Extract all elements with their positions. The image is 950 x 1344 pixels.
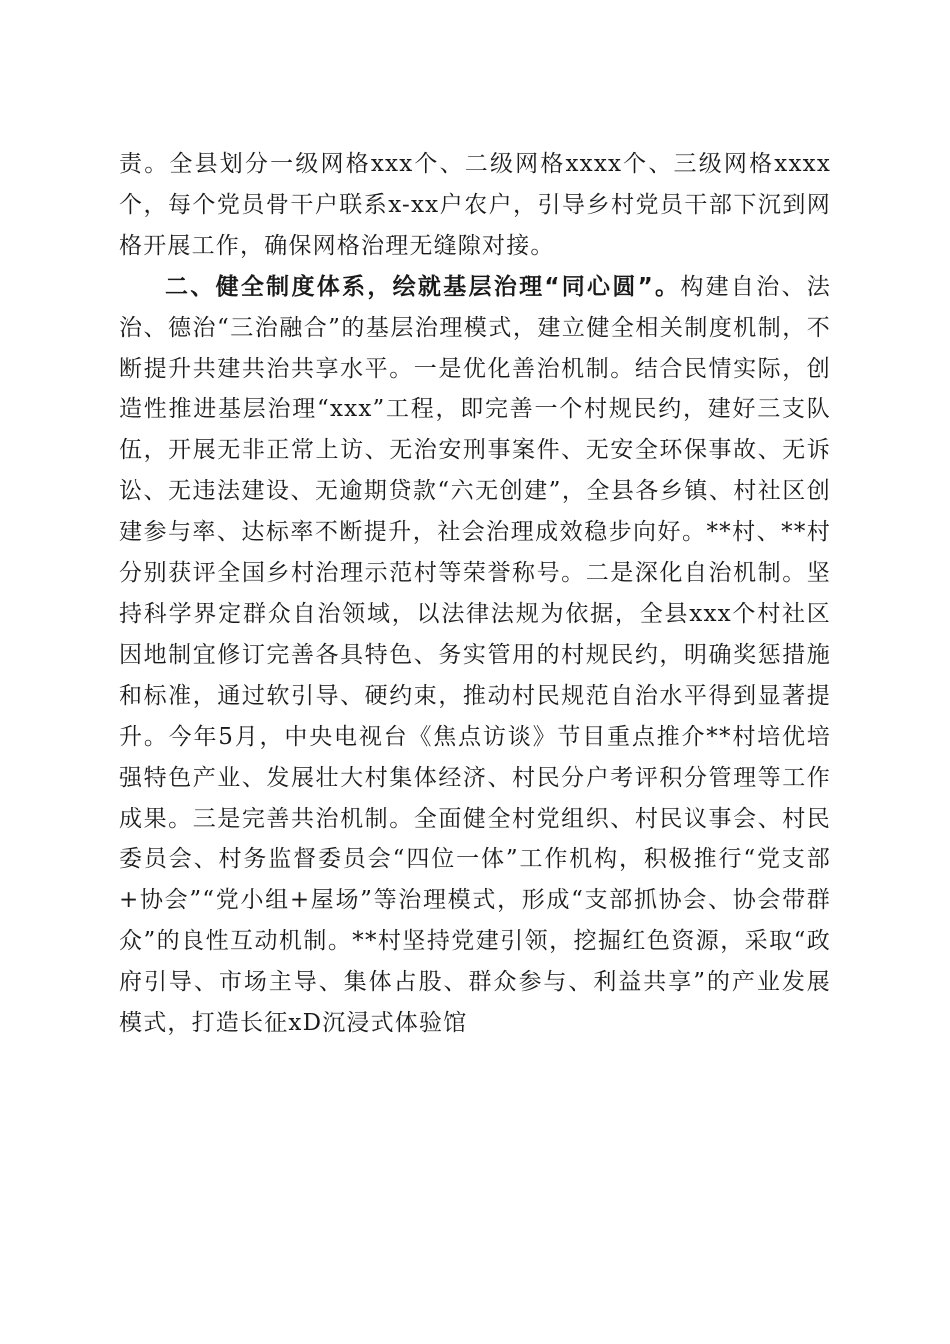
paragraph-continued bbox=[119, 144, 831, 267]
paragraph-1-text: 责。全县划分一级网格xxx个、二级网格xxxx个、三级网格xxxx个，每个党员骨干户联系x-xx户农户，引导乡村党员干部下沉到网格开展工作，确保网格治理无缝隙对接。 bbox=[119, 151, 831, 259]
paragraph-section-two bbox=[119, 267, 831, 1044]
section-two-heading: 二、健全制度体系，绘就基层治理“同心圆”。 bbox=[165, 273, 681, 300]
section-two-body: 构建自治、法治、德治“三治融合”的基层治理模式，建立健全相关制度机制，不断提升共建共治共享水平。一是优化善治机制。结合民情实际，创造性推进基层治理“xxx”工程，即完善一个村规民约，建好三支队伍，开展无非正常上访、无治安刑事案件、无安全环保事故、无诉讼、无违法建设、无逾期贷款“六无创建”，全县各乡镇、村社区创建参与率、达标率不断提升，社会治理成效稳步向好。**村、**村分别获评全国乡村治理示范村等荣誉称号。二是深化自治机制。坚持科学界定群众自治领域，以法律法规为依据，全县xxx个村社区因地制宜修订完善各具特色、务实管用的村规民约，明确奖惩措施和标准，通过软引导、硬约束，推动村民规范自治水平得到显著提升。今年5月，中央电视台《焦点访谈》节目重点推介**村培优培强特色产业、发展壮大村集体经济、村民分户考评积分管理等工作成果。三是完善共治机制。全面健全村党组织、村民议事会、村民委员会、村务监督委员会“四位一体”工作机构，积极推行“党支部+协会”“党小组+屋场”等治理模式，形成“支部抓协会、协会带群众”的良性互动机制。**村坚持党建引领，挖掘红色资源，采取“政府引导、市场主导、集体占股、群众参与、利益共享”的产业发展模式，打造长征xD沉浸式体验馆 bbox=[119, 273, 831, 1037]
body-text bbox=[119, 144, 831, 1044]
